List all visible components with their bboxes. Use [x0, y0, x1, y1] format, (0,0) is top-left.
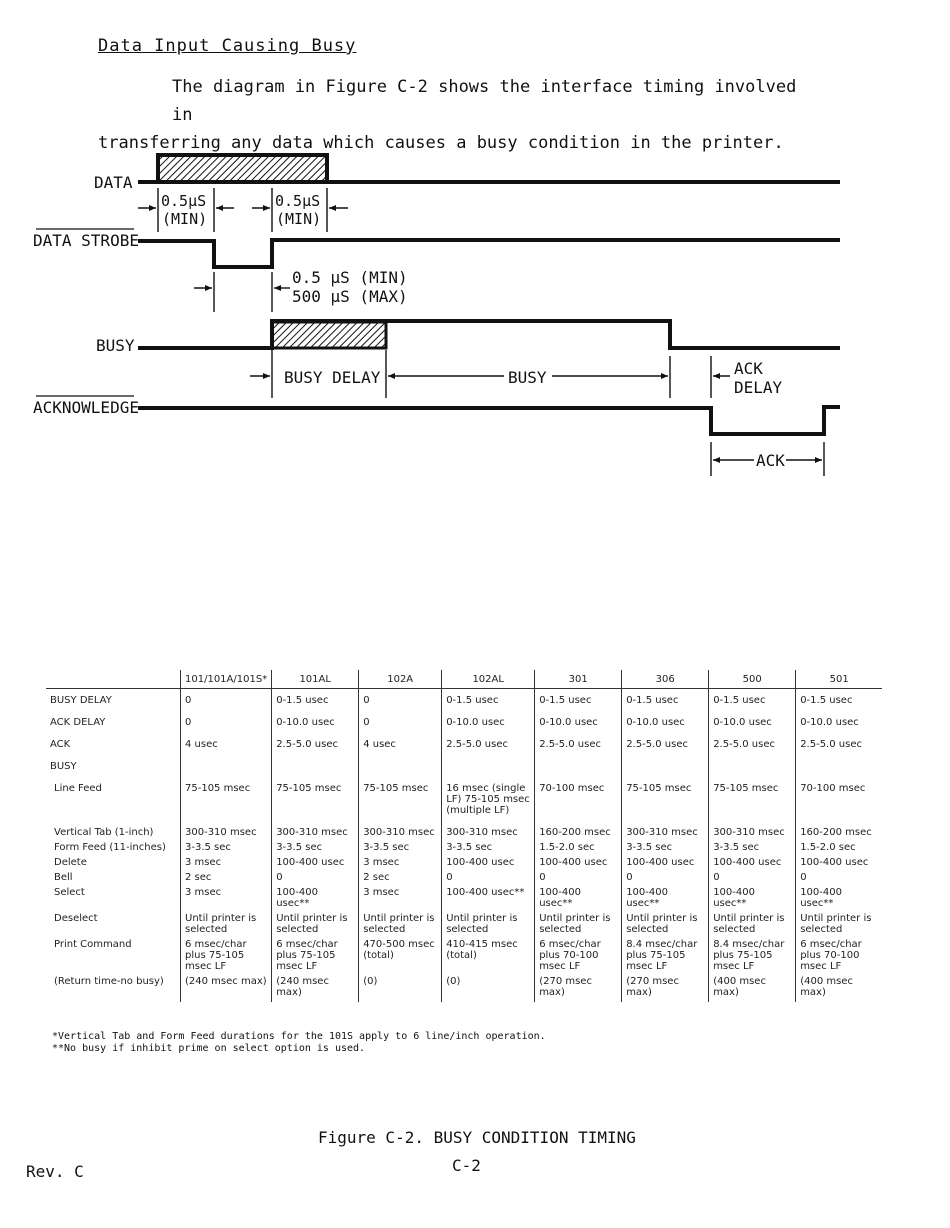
- table-cell: 3 msec: [181, 885, 272, 911]
- table-cell: 0: [535, 870, 622, 885]
- setup-time-label: 0.5μS: [161, 192, 207, 210]
- data-strobe-signal-label: DATA STROBE: [33, 231, 139, 250]
- table-cell: 300-310 msec: [442, 825, 535, 840]
- col-header: 102AL: [442, 670, 535, 689]
- acknowledge-waveform: [138, 407, 840, 434]
- table-cell: [622, 755, 709, 777]
- table-cell: 100-400 usec**: [796, 885, 883, 911]
- table-cell: Until printer is selected: [272, 911, 359, 937]
- table-cell: 75-105 msec: [709, 777, 796, 825]
- intro-line-2: transferring any data which causes a busy condition in the printer.: [98, 133, 784, 153]
- table-cell: (400 msec max): [796, 974, 883, 1002]
- table-cell: 0: [359, 689, 442, 712]
- table-cell: 100-400 usec: [796, 855, 883, 870]
- busy-interval-label: BUSY: [508, 368, 547, 387]
- table-cell: 70-100 msec: [796, 777, 883, 825]
- row-label: ACK: [50, 739, 71, 750]
- table-cell: (0): [359, 974, 442, 1002]
- col-header: 500: [709, 670, 796, 689]
- row-label: Bell: [54, 872, 73, 883]
- table-cell: 4 usec: [359, 733, 442, 755]
- table-cell: 100-400 usec**: [272, 885, 359, 911]
- table-cell: 6 msec/char plus 75-105 msec LF: [272, 937, 359, 974]
- table-cell: 8.4 msec/char plus 75-105 msec LF: [622, 937, 709, 974]
- table-cell: 2 sec: [181, 870, 272, 885]
- row-label: ACK DELAY: [50, 717, 106, 728]
- table-cell: Until printer is selected: [709, 911, 796, 937]
- table-cell: 0-1.5 usec: [709, 689, 796, 712]
- table-cell: 100-400 usec**: [622, 885, 709, 911]
- table-cell: 300-310 msec: [272, 825, 359, 840]
- strobe-width-min-label: 0.5 μS (MIN): [292, 268, 408, 287]
- table-cell: 0: [709, 870, 796, 885]
- table-cell: 2.5-5.0 usec: [442, 733, 535, 755]
- table-cell: 300-310 msec: [359, 825, 442, 840]
- table-row: [46, 755, 882, 777]
- table-cell: 2 sec: [359, 870, 442, 885]
- table-cell: 160-200 msec: [535, 825, 622, 840]
- table-cell: 100-400 usec: [535, 855, 622, 870]
- table-cell: (240 msec max): [181, 974, 272, 1002]
- table-cell: 0-1.5 usec: [796, 689, 883, 712]
- setup-time-min: (MIN): [162, 210, 208, 228]
- table-cell: [442, 755, 535, 777]
- table-cell: 0: [272, 870, 359, 885]
- row-label: Print Command: [54, 939, 132, 950]
- table-header-row: [46, 670, 882, 689]
- table-cell: 1.5-2.0 sec: [796, 840, 883, 855]
- table-cell: 100-400 usec**: [442, 885, 535, 911]
- row-label: BUSY: [50, 761, 77, 772]
- table-cell: 1.5-2.0 sec: [535, 840, 622, 855]
- table-cell: (400 msec max): [709, 974, 796, 1002]
- table-cell: 2.5-5.0 usec: [709, 733, 796, 755]
- table-cell: 0-10.0 usec: [272, 711, 359, 733]
- table-cell: 0-10.0 usec: [709, 711, 796, 733]
- table-cell: 75-105 msec: [359, 777, 442, 825]
- table-cell: 3 msec: [181, 855, 272, 870]
- table-cell: Until printer is selected: [622, 911, 709, 937]
- table-cell: 6 msec/char plus 70-100 msec LF: [796, 937, 883, 974]
- table-row: [46, 825, 882, 840]
- data-strobe-waveform: [138, 240, 840, 267]
- busy-delay-label: BUSY DELAY: [284, 368, 381, 387]
- col-header: 306: [622, 670, 709, 689]
- table-cell: [359, 755, 442, 777]
- table-row: [46, 840, 882, 855]
- row-label: Select: [54, 887, 85, 898]
- table-cell: 16 msec (single LF) 75-105 msec (multiple LF): [442, 777, 535, 825]
- strobe-width-max-label: 500 μS (MAX): [292, 287, 408, 306]
- table-cell: (240 msec max): [272, 974, 359, 1002]
- data-signal-label: DATA: [94, 173, 133, 192]
- table-cell: 0: [796, 870, 883, 885]
- table-row: [46, 711, 882, 733]
- row-label: Form Feed (11-inches): [54, 842, 166, 853]
- footnotes: [52, 1031, 546, 1055]
- table-cell: Until printer is selected: [181, 911, 272, 937]
- table-cell: 300-310 msec: [181, 825, 272, 840]
- table-row: [46, 911, 882, 937]
- table-cell: Until printer is selected: [359, 911, 442, 937]
- revision-label: Rev. C: [26, 1162, 84, 1181]
- col-header: 102A: [359, 670, 442, 689]
- table-cell: 0-1.5 usec: [622, 689, 709, 712]
- table-cell: 75-105 msec: [181, 777, 272, 825]
- table-cell: 0-10.0 usec: [796, 711, 883, 733]
- table-cell: [535, 755, 622, 777]
- table-cell: 2.5-5.0 usec: [535, 733, 622, 755]
- col-header: 501: [796, 670, 883, 689]
- table-cell: 300-310 msec: [709, 825, 796, 840]
- table-cell: 100-400 usec**: [709, 885, 796, 911]
- table-cell: 0-10.0 usec: [535, 711, 622, 733]
- table-cell: 100-400 usec**: [535, 885, 622, 911]
- table-cell: 0-1.5 usec: [442, 689, 535, 712]
- table-cell: (270 msec max): [535, 974, 622, 1002]
- table-cell: 0: [181, 711, 272, 733]
- busy-signal-label: BUSY: [96, 336, 135, 355]
- table-cell: 0-1.5 usec: [272, 689, 359, 712]
- table-cell: 160-200 msec: [796, 825, 883, 840]
- table-cell: 100-400 usec: [442, 855, 535, 870]
- row-label: Line Feed: [54, 783, 102, 794]
- table-cell: [709, 755, 796, 777]
- table-cell: 3-3.5 sec: [622, 840, 709, 855]
- table-cell: 3 msec: [359, 885, 442, 911]
- table-cell: 3-3.5 sec: [272, 840, 359, 855]
- table-cell: 100-400 usec: [709, 855, 796, 870]
- hold-time-label: 0.5μS: [275, 192, 321, 210]
- table-cell: 2.5-5.0 usec: [272, 733, 359, 755]
- table-cell: 470-500 msec (total): [359, 937, 442, 974]
- col-header: 301: [535, 670, 622, 689]
- table-cell: 70-100 msec: [535, 777, 622, 825]
- row-label: Delete: [54, 857, 87, 868]
- table-cell: Until printer is selected: [535, 911, 622, 937]
- footnote: **No busy if inhibit prime on select option is used.: [52, 1043, 366, 1054]
- timing-spec-table: [46, 670, 882, 1002]
- table-cell: 0: [442, 870, 535, 885]
- table-cell: 0-1.5 usec: [535, 689, 622, 712]
- figure-caption: Figure C-2. BUSY CONDITION TIMING: [318, 1128, 636, 1147]
- ack-delay-label-1: ACK: [734, 359, 763, 378]
- table-row: [46, 870, 882, 885]
- table-cell: 410-415 msec (total): [442, 937, 535, 974]
- table-cell: 2.5-5.0 usec: [796, 733, 883, 755]
- table-row: [46, 974, 882, 1002]
- table-cell: 0: [359, 711, 442, 733]
- row-label: BUSY DELAY: [50, 695, 112, 706]
- table-cell: (270 msec max): [622, 974, 709, 1002]
- data-valid-region: [158, 155, 327, 182]
- table-cell: 4 usec: [181, 733, 272, 755]
- table-cell: 6 msec/char plus 70-100 msec LF: [535, 937, 622, 974]
- ack-delay-label-2: DELAY: [734, 378, 783, 397]
- table-cell: 0-10.0 usec: [622, 711, 709, 733]
- table-cell: 3-3.5 sec: [442, 840, 535, 855]
- ack-width-label: ACK: [756, 451, 785, 470]
- table-cell: 3-3.5 sec: [359, 840, 442, 855]
- intro-line-1: The diagram in Figure C-2 shows the interface timing involved in: [172, 77, 797, 125]
- row-label: Deselect: [54, 913, 98, 924]
- footnote: *Vertical Tab and Form Feed durations for the 101S apply to 6 line/inch operation.: [52, 1031, 546, 1042]
- table-cell: 3-3.5 sec: [181, 840, 272, 855]
- row-label: (Return time-no busy): [54, 976, 164, 987]
- table-cell: Until printer is selected: [796, 911, 883, 937]
- table-cell: 3-3.5 sec: [709, 840, 796, 855]
- timing-diagram: [0, 140, 950, 480]
- col-header: 101AL: [272, 670, 359, 689]
- table-row: [46, 937, 882, 974]
- strobe-width-markers: [194, 272, 290, 312]
- table-cell: 100-400 usec: [272, 855, 359, 870]
- table-row: [46, 885, 882, 911]
- table-cell: [181, 755, 272, 777]
- table-cell: 6 msec/char plus 75-105 msec LF: [181, 937, 272, 974]
- table-cell: (0): [442, 974, 535, 1002]
- table-row: [46, 733, 882, 755]
- table-row: [46, 855, 882, 870]
- section-heading: Data Input Causing Busy: [98, 36, 357, 56]
- table-cell: 0: [622, 870, 709, 885]
- page-number: C-2: [452, 1156, 481, 1175]
- table-row: [46, 777, 882, 825]
- table-cell: Until printer is selected: [442, 911, 535, 937]
- col-header: 101/101A/101S*: [181, 670, 272, 689]
- busy-waveform: [138, 321, 840, 348]
- table-cell: [272, 755, 359, 777]
- table-row: [46, 689, 882, 712]
- table-cell: 0: [181, 689, 272, 712]
- hold-time-min: (MIN): [276, 210, 322, 228]
- table-cell: 0-10.0 usec: [442, 711, 535, 733]
- table-cell: [796, 755, 883, 777]
- table-cell: 8.4 msec/char plus 75-105 msec LF: [709, 937, 796, 974]
- table-cell: 100-400 usec: [622, 855, 709, 870]
- table-corner: [46, 670, 181, 689]
- row-label: Vertical Tab (1-inch): [54, 827, 154, 838]
- table-cell: 75-105 msec: [272, 777, 359, 825]
- acknowledge-signal-label: ACKNOWLEDGE: [33, 398, 139, 417]
- table-cell: 300-310 msec: [622, 825, 709, 840]
- table-cell: 75-105 msec: [622, 777, 709, 825]
- table-cell: 2.5-5.0 usec: [622, 733, 709, 755]
- busy-delay-region: [272, 322, 386, 348]
- table-cell: 3 msec: [359, 855, 442, 870]
